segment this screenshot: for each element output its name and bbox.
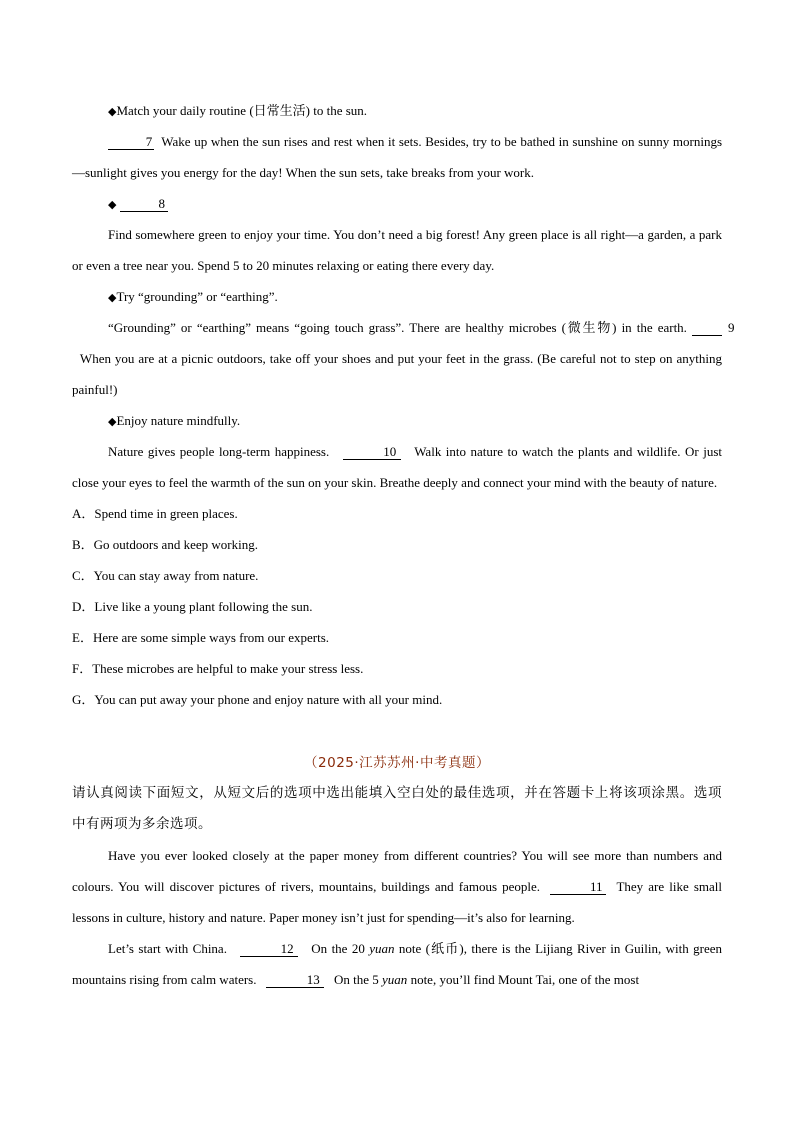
option-letter: C． [72,568,94,583]
paragraph-grounding [72,312,735,405]
option-item[interactable] [72,529,722,560]
answer-blank-8[interactable] [120,196,168,212]
diamond-bullet-icon: ◆ [108,105,117,118]
paragraph-text: and colours. You will discover pictures of rivers, mountains, buildings and famous people. [72,848,722,894]
paragraph-text: garden, a park or even a tree near you. Spend 5 to 20 minutes relaxing or eating there every day. [72,227,722,273]
paragraph-money-1 [72,840,722,933]
paragraph-text: “Grounding” or “earthing” means “going touch grass”. There are healthy microbes (微生物) in the earth. [108,320,687,335]
option-item[interactable] [72,498,722,529]
option-letter: F． [72,661,93,676]
answer-blank-13[interactable] [266,972,324,988]
option-item[interactable] [72,653,722,684]
diamond-bullet-icon: ◆ [108,291,117,304]
option-text: You can stay away from nature. [93,568,259,583]
subheading-routine [72,95,722,126]
paragraph-text: Find somewhere green to enjoy your time. You don’t need a big forest! Any green place is all right—a [108,227,644,242]
blank-number: 8 [158,196,165,211]
blank-number: 13 [306,972,320,987]
option-text: Here are some simple ways from our experts. [92,630,330,645]
option-letter: A． [72,506,95,521]
subheading-grounding [72,281,722,312]
diamond-bullet-icon: ◆ [108,415,117,428]
paragraph-text: Have you ever looked closely at the paper money from different countries? You will see more than numbers [108,848,699,863]
option-item[interactable] [72,560,722,591]
option-letter: D． [72,599,95,614]
document-body [72,95,735,995]
section-source-heading: （2025·江苏苏州·中考真题） [304,755,490,771]
answer-blank-11[interactable] [550,879,606,895]
option-text: You can put away your phone and enjoy nature with all your mind. [94,692,443,707]
blank-number: 9 [728,320,735,335]
paragraph-text: Nature gives people long-term happiness. [108,444,330,459]
paragraph-text: Let’s start with China. [108,941,227,956]
italic-yuan: yuan [382,972,408,987]
option-text: Spend time in green places. [94,506,238,521]
paragraph-green [72,219,722,281]
option-item[interactable] [72,591,722,622]
paragraph-text: On the 20 [311,941,365,956]
instruction-line: 请认真阅读下面短文，从短文后的选项中选出能填入空白处的最佳选项，并在答题卡上将该项涂黑。选项 [72,785,722,801]
subheading-blank-8 [72,188,722,219]
subheading-mindfully [72,405,722,436]
paragraph-text: note (纸币), there is the Lijiang River in Guilin, with [398,941,689,956]
paragraph-text: on anything painful!) [72,351,723,397]
paragraph-text: note, you’ll find Mount Tai, one of the most [410,972,640,987]
subheading-text: Try “grounding” or “earthing”. [116,289,278,304]
italic-yuan: yuan [369,941,395,956]
option-item[interactable] [72,684,722,715]
paragraph-text: On the 5 [334,972,379,987]
subheading-text: Enjoy nature mindfully. [116,413,241,428]
answer-blank-9[interactable] [692,320,735,336]
paragraph-text: just close your eyes to feel the warmth of the sun on your skin. Breathe deeply and connect your mind with the [72,444,723,490]
blank-number: 10 [383,444,397,459]
paragraph-text: like small lessons in culture, history and nature. Paper money isn’t just for spending—it’s also for learning. [72,879,723,925]
options-list [72,498,722,715]
paragraph-text: Walk into nature to watch the plants and wildlife. Or [414,444,699,459]
paragraph-text: mornings—sunlight gives you energy for the day! When the sun sets, take breaks from your work. [72,134,723,180]
option-letter: E． [72,630,93,645]
option-text: Go outdoors and keep working. [93,537,258,552]
instruction-text [72,778,722,840]
subheading-text: Match your daily routine (日常生活) to the sun. [116,103,368,118]
blank-number: 7 [145,134,153,149]
paragraph-text: green mountains rising from calm waters. [72,941,723,987]
diamond-bullet-icon: ◆ [108,198,117,211]
option-letter: G． [72,692,95,707]
option-item[interactable] [72,622,722,653]
paragraph-mindfully [72,436,722,498]
answer-blank-10[interactable] [343,444,401,460]
option-text: Live like a young plant following the sun. [94,599,313,614]
paragraph-routine [72,126,722,188]
paragraph-text: They are [616,879,665,894]
option-letter: B． [72,537,94,552]
paragraph-money-2 [72,933,722,995]
option-text: These microbes are helpful to make your stress less. [92,661,364,676]
instruction-line: 中有两项为多余选项。 [72,816,212,832]
paragraph-text: When you are at a picnic outdoors, take off your shoes and put your feet in the grass. (Be careful not to step [79,351,656,366]
blank-number: 11 [589,879,603,894]
paragraph-text: beauty of nature. [629,475,718,490]
blank-number: 12 [280,941,294,956]
answer-blank-7[interactable] [108,134,154,150]
answer-blank-12[interactable] [240,941,298,957]
paragraph-text: Wake up when the sun rises and rest when it sets. Besides, try to be bathed in sunshine on sunny [161,134,670,149]
